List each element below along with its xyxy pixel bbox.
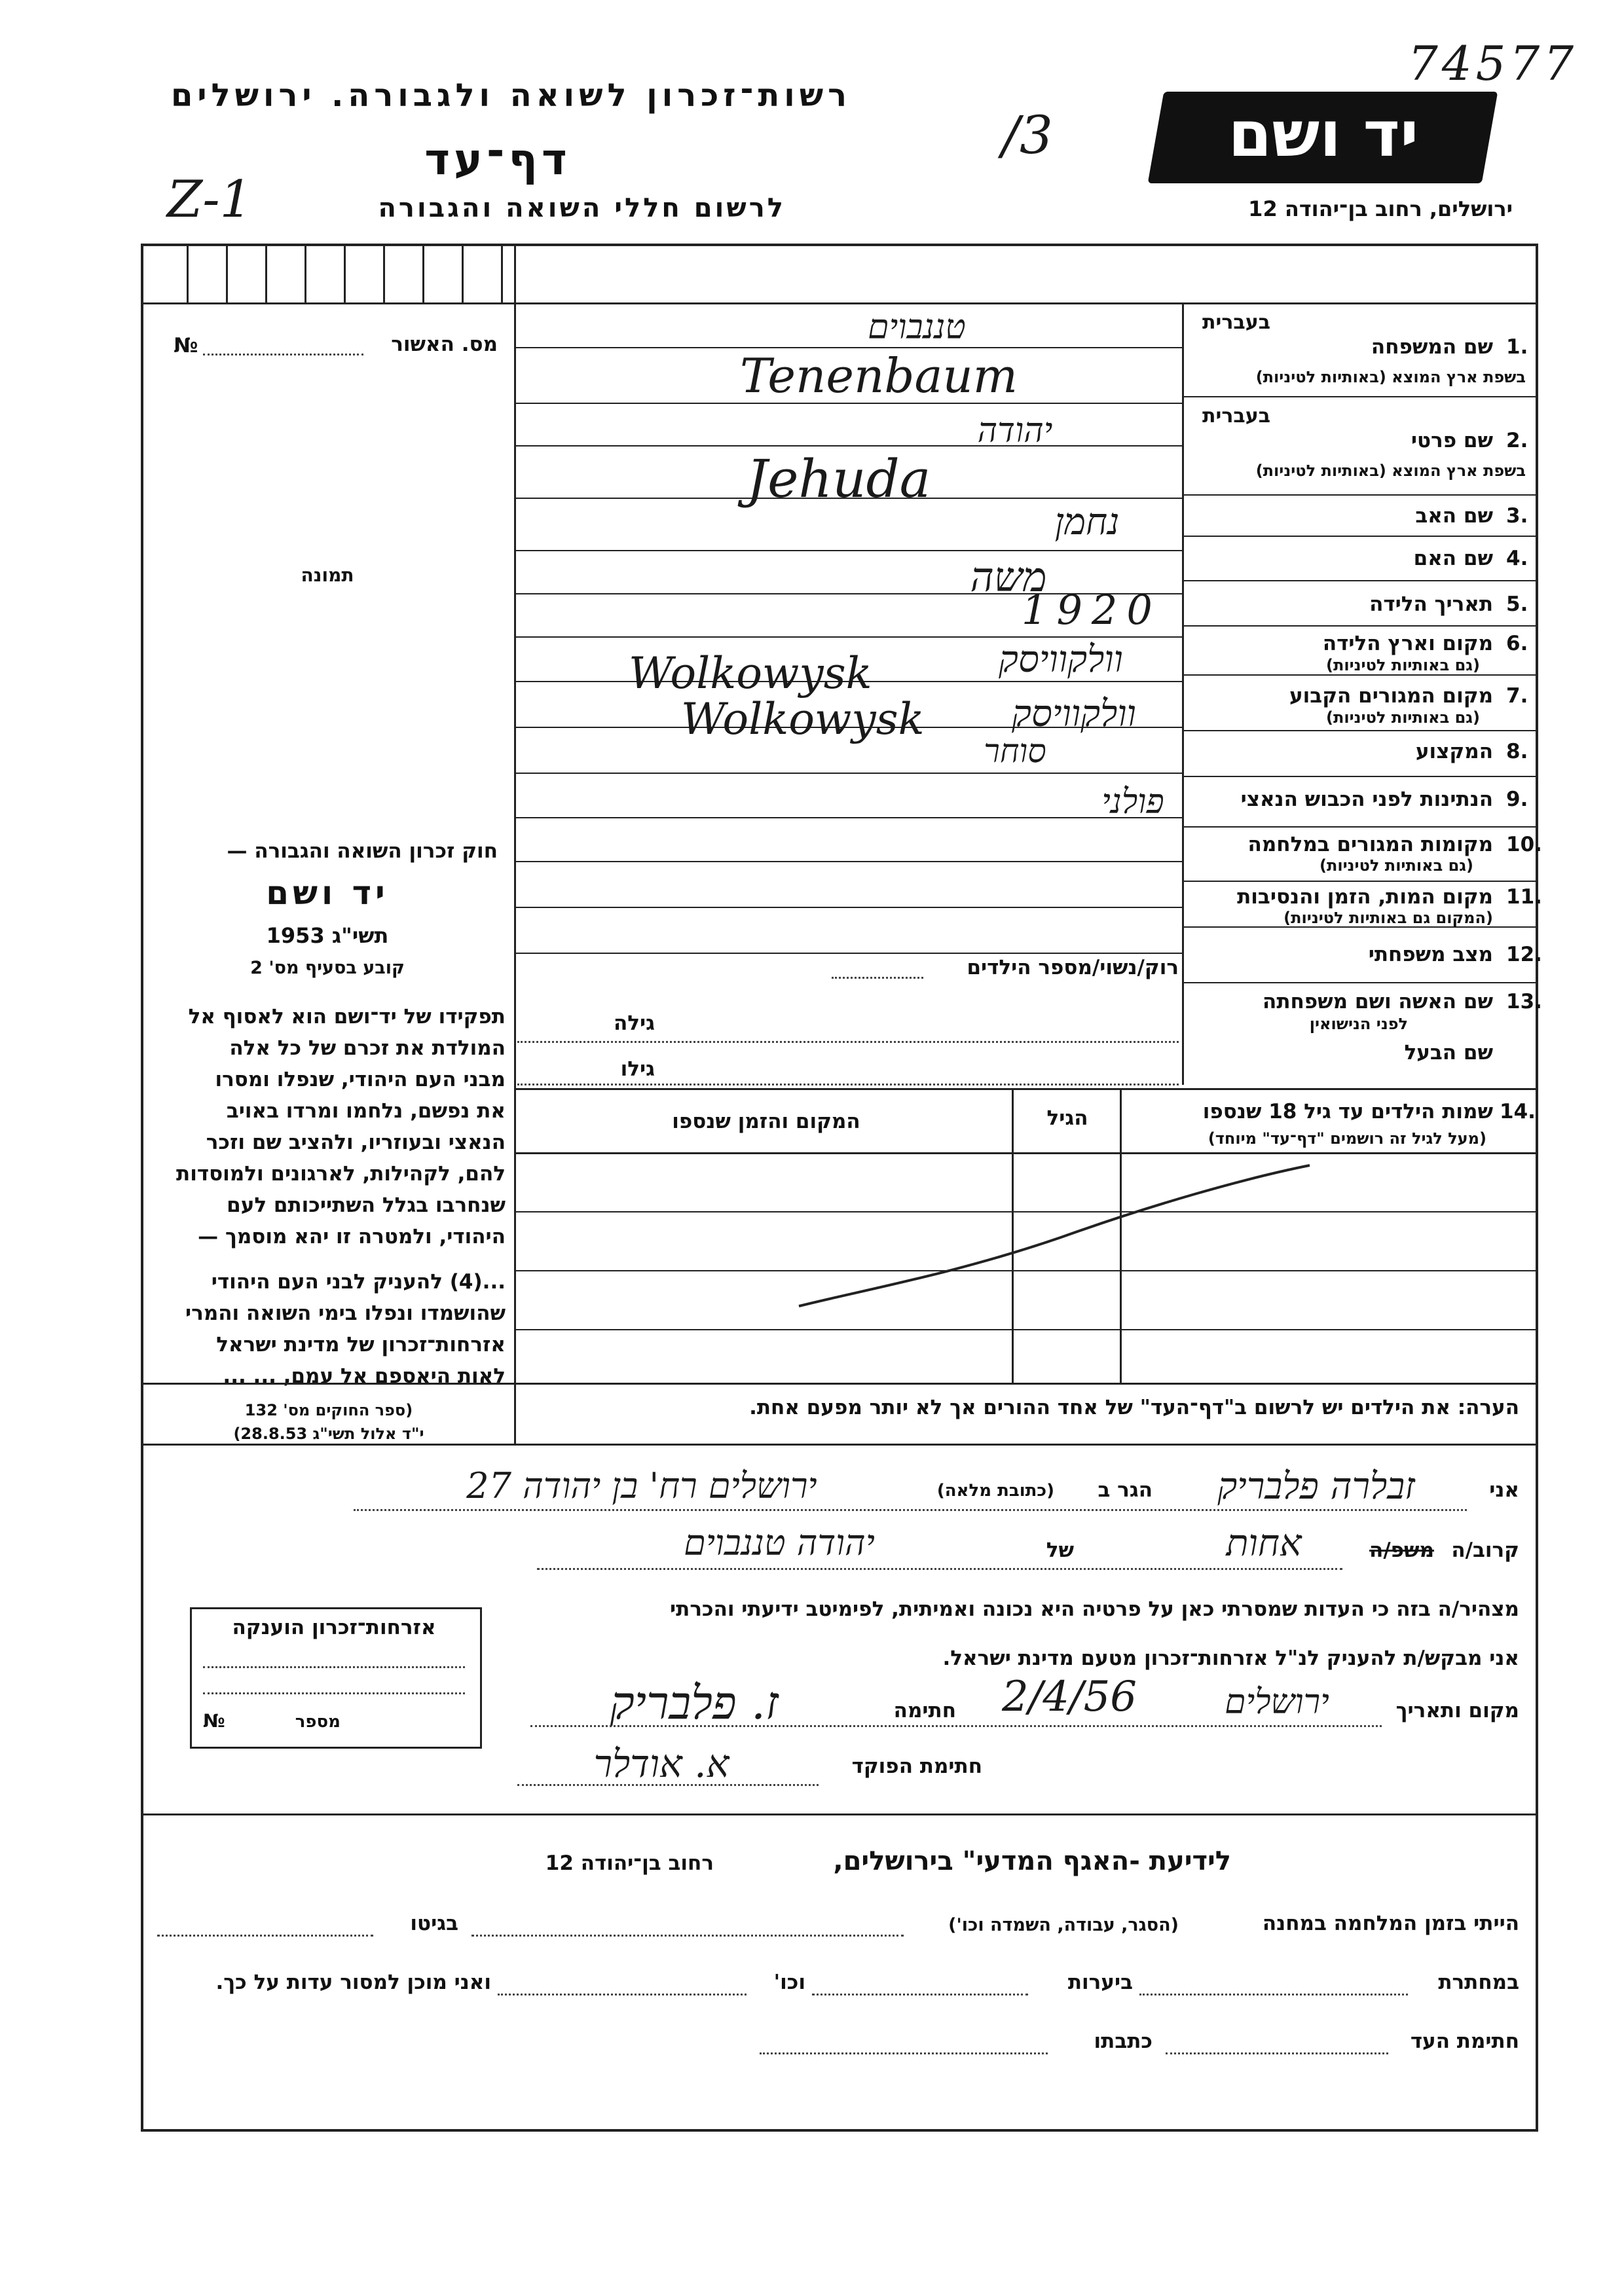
law-text-line: להם, לקהילות, לארגונים ולמוסדות <box>176 1162 506 1186</box>
law-text-line: מבני העם היהודי, שנפלו ומסרו <box>215 1068 506 1091</box>
f10-note: (גם באותיות לטיניות) <box>1320 856 1473 875</box>
note-row-bottom <box>141 1444 1536 1446</box>
yad-vashem-logo <box>1148 92 1498 183</box>
f7-label: מקום המגורים הקבוע <box>1289 684 1493 708</box>
f8-value: סוחר <box>984 732 1046 770</box>
f13-label: שם האשה ושם משפחתה <box>1263 990 1493 1013</box>
f7-note: (גם באותיות לטיניות) <box>1326 708 1480 727</box>
children-col-left-edge <box>514 1088 516 1383</box>
f12-options: רוק/נשוי/מספר הילדים <box>967 956 1179 979</box>
declarant-address-note: (כתובת מלאה) <box>936 1481 1054 1501</box>
citizenship-line-1 <box>203 1666 465 1668</box>
relative-label: קרוב/ה <box>1451 1539 1519 1562</box>
footer-line2-forests: ביערות <box>1067 1971 1133 1994</box>
f14-col-place: המקום והזמן שנספו <box>672 1110 860 1133</box>
children-header-bottom <box>514 1152 1536 1154</box>
footer-dots-2a <box>1139 1994 1408 1995</box>
relative-mishpacha: משפ/ה <box>1369 1539 1434 1562</box>
children-table-bottom <box>141 1383 1536 1385</box>
footer-dots-3b <box>760 2052 1048 2054</box>
declarant-line-3 <box>530 1725 1382 1727</box>
f7-value-latin: Wolkowysk <box>681 694 925 744</box>
photo-label: תמונה <box>301 564 354 586</box>
relative-of-label: של <box>1046 1539 1074 1562</box>
label-column-divider <box>1182 302 1184 1085</box>
law-text-line: היהודי, ולמטרה זו יהא מוסמך — <box>198 1225 506 1248</box>
top-strip-bottom <box>141 302 1536 304</box>
f13-age-husband: גילו <box>620 1057 655 1081</box>
declarant-address: ירושלים רח' בן יהודה 27 <box>466 1465 817 1506</box>
footer-line2-underground: במחתרת <box>1438 1971 1519 1994</box>
note-row: הערה: את הילדים יש לרשום ב"דף־העד" של אחד ההורים אך לא יותר מפעם אחת. <box>749 1396 1519 1419</box>
officer-signature: א. אודלר <box>593 1741 729 1786</box>
f2-num: 2. <box>1506 429 1528 452</box>
children-strike-line <box>786 1159 1323 1329</box>
authority-title: רשות־זכרון לשואה ולגבורה. ירושלים <box>170 77 851 114</box>
law-text-line: הנאצי ובעוזריו, ולהציב שם וזכר <box>206 1131 506 1154</box>
f11-note: (המקום גם באותיות לטיניות) <box>1283 909 1493 927</box>
law-source: (ספר החוקים מס' 132 <box>244 1401 413 1419</box>
archive-number: 74577 <box>1408 36 1578 91</box>
footer-dots-1b <box>157 1935 373 1937</box>
declarant-line-2 <box>537 1568 1342 1570</box>
f7-value-hebrew: וולקוויסק <box>1012 693 1136 735</box>
citizenship-number-sym: № <box>203 1710 225 1732</box>
relation-value: אחות <box>1226 1522 1302 1565</box>
approval-number-line <box>203 354 363 355</box>
declarant-resides-label: הגר ב <box>1098 1478 1153 1502</box>
f5-label: תאריך הלידה <box>1369 592 1493 616</box>
footer-line2-ready: ואני מוכן למסור עדות על כך. <box>215 1971 491 1994</box>
citizenship-line-2 <box>203 1692 465 1694</box>
f2-value-latin: Jehuda <box>747 448 931 509</box>
footer-dots-3a <box>1166 2052 1388 2054</box>
date-value: 2/4/56 <box>1002 1673 1137 1721</box>
approval-number-sym: № <box>174 334 198 357</box>
f8-label: המקצוע <box>1415 740 1493 763</box>
f2-label: שם פרטי <box>1411 429 1493 452</box>
law-text-line: המולדת את זכרם של כל אלה <box>229 1036 506 1060</box>
f11-label: מקום המות, הזמן והנסיבות <box>1237 885 1493 909</box>
f14-col-age: הגיל <box>1046 1106 1088 1130</box>
f9-num: 9. <box>1506 788 1528 811</box>
law-text-line: את נפשם, נלחמו ומרדו באויב <box>226 1099 506 1123</box>
f1-value-latin: Tenenbaum <box>740 348 1018 403</box>
declarant-name: זבלרה פלבריק <box>1217 1465 1415 1508</box>
f14-num: 14. <box>1500 1100 1536 1123</box>
f4-num: 4. <box>1506 547 1528 570</box>
approval-number-label: מס. האשור <box>391 333 498 356</box>
place-value: ירושלים <box>1225 1683 1329 1722</box>
handwritten-page-mark: /3 <box>1002 105 1053 166</box>
footer-line1-note: (הסגר, עבודה, השמדה וכו') <box>948 1915 1179 1935</box>
f12-num: 12. <box>1506 943 1542 966</box>
f10-num: 10. <box>1506 833 1542 856</box>
citizenship-title: אזרחות־זכרון הוענקה <box>232 1616 436 1639</box>
f8-num: 8. <box>1506 740 1528 763</box>
f6-value-latin: Wolkowysk <box>629 648 872 699</box>
law-text-line: תפקידו של יד־ושם הוא לאסוף אל <box>188 1005 506 1029</box>
law-text-line: ...(4) להעניק לבני העם היהודי <box>211 1270 506 1294</box>
law-year: תשי"ג 1953 <box>266 923 389 948</box>
f9-value: פולני <box>1101 782 1164 822</box>
f1-num: 1. <box>1506 335 1528 359</box>
f3-value: נחמן <box>1054 501 1120 543</box>
f12-label: מצב משפחתי <box>1368 943 1493 966</box>
f7-num: 7. <box>1506 684 1528 708</box>
form-title: דף־עד <box>424 134 571 185</box>
relative-of-value: יהודה טננבוים <box>684 1522 875 1563</box>
footer-title: לידיעת -האגף המדעי" בירושלים, <box>833 1846 1231 1876</box>
logo-address: ירושלים, רחוב בן־יהודה 12 <box>1248 196 1513 221</box>
f3-label: שם האב <box>1415 504 1493 528</box>
f1-label: שם המשפחה <box>1371 335 1493 359</box>
children-table-top <box>514 1088 1536 1090</box>
frame-right <box>1536 244 1538 2129</box>
declaration-text: מצהיר/ה בזה כי העדות שמסרתי כאן על פרטיה היא נכונה ואמיתית, לפימיטב ידיעתי והכרתי <box>670 1597 1519 1621</box>
declarant-ani: אני <box>1489 1478 1519 1502</box>
f11-num: 11. <box>1506 885 1542 909</box>
footer-dots-1a <box>471 1935 904 1937</box>
f5-num: 5. <box>1506 592 1528 616</box>
f4-value: משה <box>970 553 1047 601</box>
f2-hebrew-tag: בעברית <box>1202 405 1270 428</box>
law-date: י"ד אלול תשי"ג 28.8.53) <box>233 1425 424 1443</box>
footer-witness-address: כתבתו <box>1094 2030 1153 2053</box>
f4-label: שם האם <box>1413 547 1493 570</box>
law-name: יד ושם <box>266 874 389 912</box>
f13-line-1 <box>517 1041 1179 1043</box>
footer-line1-label: הייתי בזמן המלחמה במחנה <box>1262 1912 1519 1935</box>
f13-husband-label: שם הבעל <box>1404 1041 1493 1065</box>
f6-value-hebrew: וולקוויסק <box>999 638 1123 681</box>
f5-value: 1920 <box>1022 586 1162 634</box>
f2-value-hebrew: יהודה <box>977 411 1053 450</box>
f13-note: לפני הנישואין <box>1309 1015 1408 1033</box>
left-column-divider <box>514 244 516 1088</box>
logo-text: יד ושם <box>1228 98 1419 171</box>
f2-latin-note: בשפת ארץ המוצא (באותיות לטיניות) <box>1255 462 1526 480</box>
footer-address: רחוב בן־יהודה 12 <box>545 1851 714 1875</box>
declarant-line-1 <box>354 1509 1467 1511</box>
officer-line <box>517 1784 819 1786</box>
signature-value: ז. פלבריק <box>610 1676 779 1730</box>
frame-top <box>141 244 1536 246</box>
f6-note: (גם באותיות לטיניות) <box>1326 656 1480 674</box>
f9-label: הנתינות לפני הכבוש הנאצי <box>1240 788 1493 811</box>
f12-dots <box>832 977 923 979</box>
f13-line-2 <box>517 1084 1179 1085</box>
f13-num: 13. <box>1506 990 1542 1013</box>
f1-hebrew-tag: בעברית <box>1202 311 1270 334</box>
declarant-section-bottom <box>141 1813 1536 1815</box>
law-text-line: לאות היאספם אל עמם, ... ... <box>223 1364 506 1388</box>
f1-value-hebrew: טננבוים <box>868 308 966 347</box>
f1-latin-note: בשפת ארץ המוצא (באותיות לטיניות) <box>1255 368 1526 386</box>
f13-age-wife: גילה <box>613 1011 655 1035</box>
request-text: אני מבקש/ת להעניק לנ"ל אזרחות־זכרון מטעם מדינת ישראל. <box>942 1647 1519 1670</box>
form-subtitle: לרשום חללי השואה והגבורה <box>378 193 786 223</box>
place-date-label: מקום ותאריך <box>1395 1699 1519 1722</box>
footer-dots-2b <box>812 1994 1028 1995</box>
footer-line2-etc: וכו' <box>773 1971 805 1994</box>
frame-left <box>141 244 143 2129</box>
footer-line1-ghetto: בגיטו <box>410 1912 458 1935</box>
note-row-left <box>514 1383 516 1444</box>
f6-label: מקום וארץ הלידה <box>1322 632 1493 655</box>
f10-label: מקומות המגורים במלחמה <box>1247 833 1493 856</box>
officer-label: חתימת הפוקד <box>851 1755 982 1778</box>
f3-num: 3. <box>1506 504 1528 528</box>
footer-witness-signature: חתימת העד <box>1410 2030 1519 2053</box>
handwritten-code: Z-1 <box>167 170 253 229</box>
frame-bottom <box>141 2129 1538 2132</box>
law-heading: חוק זכרון השואה והגבורה — <box>227 839 498 863</box>
f14-note: (מעל לגיל זה רושמים "דף־עד" מיוחד) <box>1208 1129 1486 1148</box>
law-text-line: שנחרבו בגלל השתייכותם לעם <box>227 1194 506 1217</box>
footer-dots-2c <box>498 1994 747 1995</box>
law-text-line: שהושמדו ונפלו בימי השואה והמרי <box>185 1302 506 1325</box>
f6-num: 6. <box>1506 632 1528 655</box>
signature-label: חתימה <box>893 1699 956 1722</box>
law-text-line: אזרחות־זכרון של מדינת ישראל <box>216 1333 506 1357</box>
f14-label: שמות הילדים עד גיל 18 שנספו <box>1202 1100 1493 1123</box>
citizenship-number-label: מספר <box>295 1712 341 1732</box>
law-clause: קובע בסעיף מס' 2 <box>250 958 405 978</box>
